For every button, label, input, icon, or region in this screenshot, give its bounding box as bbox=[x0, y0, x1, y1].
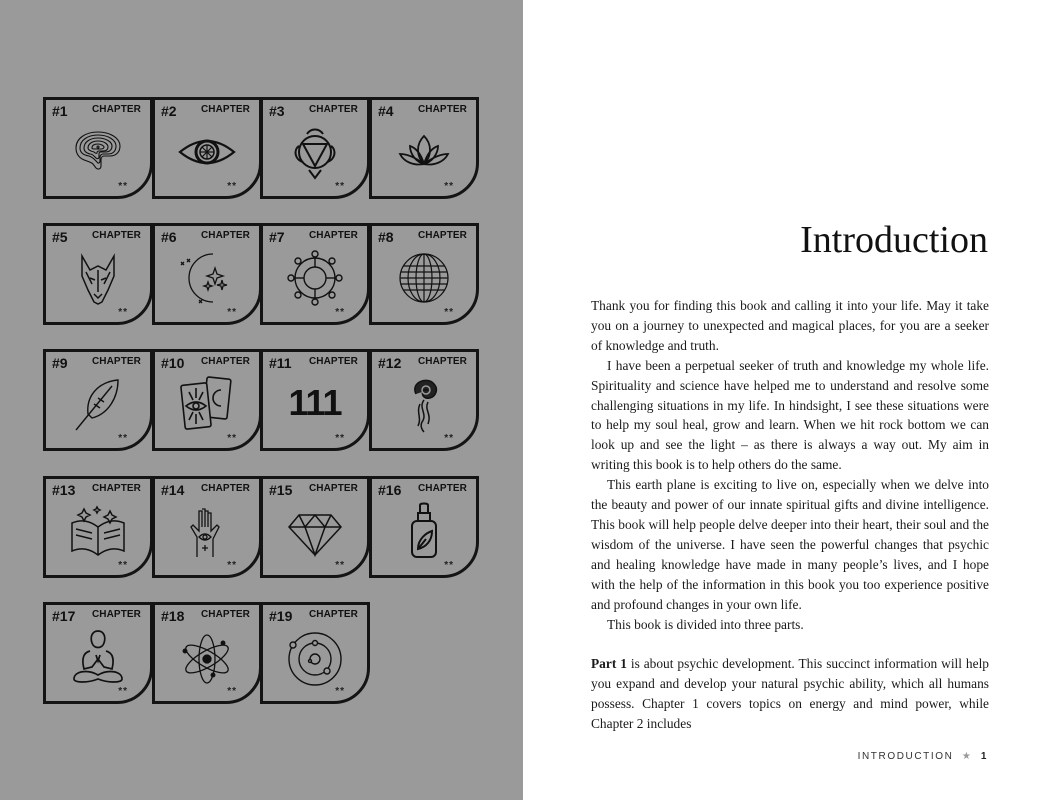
stars: ** bbox=[335, 433, 345, 444]
chapter-number: #11 bbox=[269, 355, 292, 371]
moon-stars-icon bbox=[177, 248, 237, 308]
open-book-icon bbox=[68, 501, 128, 561]
chapter-number: #10 bbox=[161, 355, 185, 371]
footer-section: INTRODUCTION bbox=[857, 751, 954, 762]
chapter-card-11 bbox=[260, 349, 370, 451]
wolf-icon bbox=[68, 248, 128, 308]
angel-number-icon: 111 bbox=[288, 382, 342, 423]
stars: ** bbox=[335, 686, 345, 697]
stars: ** bbox=[118, 433, 128, 444]
chapter-card-2 bbox=[152, 97, 262, 199]
stars: ** bbox=[118, 181, 128, 192]
chapter-card-17 bbox=[43, 602, 153, 704]
chapter-card-19 bbox=[260, 602, 370, 704]
stars: ** bbox=[335, 181, 345, 192]
stars: ** bbox=[335, 307, 345, 318]
stars: ** bbox=[227, 433, 237, 444]
chapter-number: #12 bbox=[378, 355, 402, 371]
chapter-card-14 bbox=[152, 476, 262, 578]
running-footer bbox=[858, 751, 988, 762]
tarot-cards-icon bbox=[177, 374, 237, 434]
chapter-label: CHAPTER bbox=[91, 609, 141, 620]
hamsa-hand-icon bbox=[177, 501, 237, 561]
atom-icon bbox=[177, 627, 237, 687]
chapter-number: #18 bbox=[161, 608, 185, 624]
stars: ** bbox=[227, 181, 237, 192]
lotus-icon bbox=[394, 122, 454, 182]
chapter-card-12 bbox=[369, 349, 479, 451]
chapter-card-3 bbox=[260, 97, 370, 199]
chapter-label: CHAPTER bbox=[417, 483, 467, 494]
page-title: Introduction bbox=[800, 219, 988, 261]
wheel-icon bbox=[285, 248, 345, 308]
stars: ** bbox=[444, 560, 454, 571]
chapter-card-6 bbox=[152, 223, 262, 325]
chapter-label: CHAPTER bbox=[91, 230, 141, 241]
body-text bbox=[591, 296, 989, 734]
stars: ** bbox=[227, 686, 237, 697]
stars: ** bbox=[227, 307, 237, 318]
chapter-label: CHAPTER bbox=[308, 356, 358, 367]
stars: ** bbox=[118, 560, 128, 571]
chapter-number: #2 bbox=[161, 103, 177, 119]
stars: ** bbox=[444, 433, 454, 444]
chapter-label: CHAPTER bbox=[91, 104, 141, 115]
chapter-number: #19 bbox=[269, 608, 293, 624]
chapter-number: #17 bbox=[52, 608, 76, 624]
chapter-number: #5 bbox=[52, 229, 68, 245]
chapter-card-15 bbox=[260, 476, 370, 578]
chapter-number: #8 bbox=[378, 229, 394, 245]
stars: ** bbox=[118, 307, 128, 318]
chapter-label: CHAPTER bbox=[200, 356, 250, 367]
chapter-label: CHAPTER bbox=[200, 609, 250, 620]
chapter-number: #4 bbox=[378, 103, 394, 119]
chapter-label: CHAPTER bbox=[308, 230, 358, 241]
chapter-number: #15 bbox=[269, 482, 293, 498]
meditation-icon bbox=[68, 627, 128, 687]
paragraph-1: Thank you for finding this book and calling it into your life. May it take you on a journey to unexpected and magical places, for you are a seeker of knowledge and truth. bbox=[591, 298, 989, 353]
chapter-card-9 bbox=[43, 349, 153, 451]
chapter-label: CHAPTER bbox=[308, 609, 358, 620]
chapter-label: CHAPTER bbox=[91, 356, 141, 367]
stars: ** bbox=[444, 307, 454, 318]
stars: ** bbox=[335, 560, 345, 571]
chapter-number: #7 bbox=[269, 229, 285, 245]
part1-text: is about psychic development. This succinct information will help you expand and develop your natural psychic ability, which all humans possess. Chapter 1 covers topics on energy and mind power, while Chapter 2 includes bbox=[591, 656, 989, 732]
chapter-label: CHAPTER bbox=[308, 104, 358, 115]
stars: ** bbox=[444, 181, 454, 192]
paragraph-2: I have been a perpetual seeker of truth and knowledge my whole life. Spirituality and science have helped me to understand and resolve some challenging situations in my life. In hindsight, I see these situations were to help my soul heal, grow and learn. When we hit rock bottom we can look up and see the light – as there is always a way out. My aim in writing this book is to help others do the same. bbox=[591, 357, 989, 473]
chapter-label: CHAPTER bbox=[200, 483, 250, 494]
stars: ** bbox=[118, 686, 128, 697]
chakra-icon bbox=[285, 122, 345, 182]
stars: ** bbox=[227, 560, 237, 571]
chapter-label: CHAPTER bbox=[200, 230, 250, 241]
chapter-label: CHAPTER bbox=[417, 104, 467, 115]
paragraph-part1 bbox=[591, 654, 989, 734]
chapter-number: #9 bbox=[52, 355, 68, 371]
eye-icon bbox=[177, 122, 237, 182]
chapter-card-13 bbox=[43, 476, 153, 578]
diamond-icon bbox=[285, 501, 345, 561]
paragraph-4: This book is divided into three parts. bbox=[607, 616, 804, 632]
smoke-icon bbox=[394, 374, 454, 434]
chapter-number: #1 bbox=[52, 103, 68, 119]
chapter-label: CHAPTER bbox=[417, 230, 467, 241]
chapter-card-18 bbox=[152, 602, 262, 704]
feather-icon bbox=[68, 374, 128, 434]
chapter-number: #14 bbox=[161, 482, 185, 498]
chapter-label: CHAPTER bbox=[417, 356, 467, 367]
chapter-card-5 bbox=[43, 223, 153, 325]
chapter-label: CHAPTER bbox=[200, 104, 250, 115]
chapter-card-16 bbox=[369, 476, 479, 578]
star-separator-icon: ★ bbox=[961, 751, 973, 762]
chapter-card-4 bbox=[369, 97, 479, 199]
page-number: 1 bbox=[980, 751, 988, 762]
chapter-card-10 bbox=[152, 349, 262, 451]
oil-bottle-icon bbox=[394, 501, 454, 561]
paragraph-3: This earth plane is exciting to live on, especially when we delve into the beauty and power of our innate spiritual gifts and divine intelligence. This book will help people delve deeper into their heart, their soul and the wisdom of the universe. I have seen the powerful changes that psychic and healing knowledge have made in many people’s lives, and I hope with the help of the information in this book you too experience positive and profound changes in your own life. bbox=[591, 477, 989, 612]
chapter-number: #16 bbox=[378, 482, 402, 498]
chapter-card-8 bbox=[369, 223, 479, 325]
chapter-number: #3 bbox=[269, 103, 285, 119]
globe-grid-icon bbox=[394, 248, 454, 308]
chapter-number: #13 bbox=[52, 482, 76, 498]
part1-label: Part 1 bbox=[591, 656, 627, 672]
brain-icon bbox=[68, 122, 128, 182]
chapter-label: CHAPTER bbox=[308, 483, 358, 494]
chapter-label: CHAPTER bbox=[91, 483, 141, 494]
orbit-icon bbox=[285, 627, 345, 687]
chapter-number: #6 bbox=[161, 229, 177, 245]
chapter-card-7 bbox=[260, 223, 370, 325]
chapter-card-1 bbox=[43, 97, 153, 199]
